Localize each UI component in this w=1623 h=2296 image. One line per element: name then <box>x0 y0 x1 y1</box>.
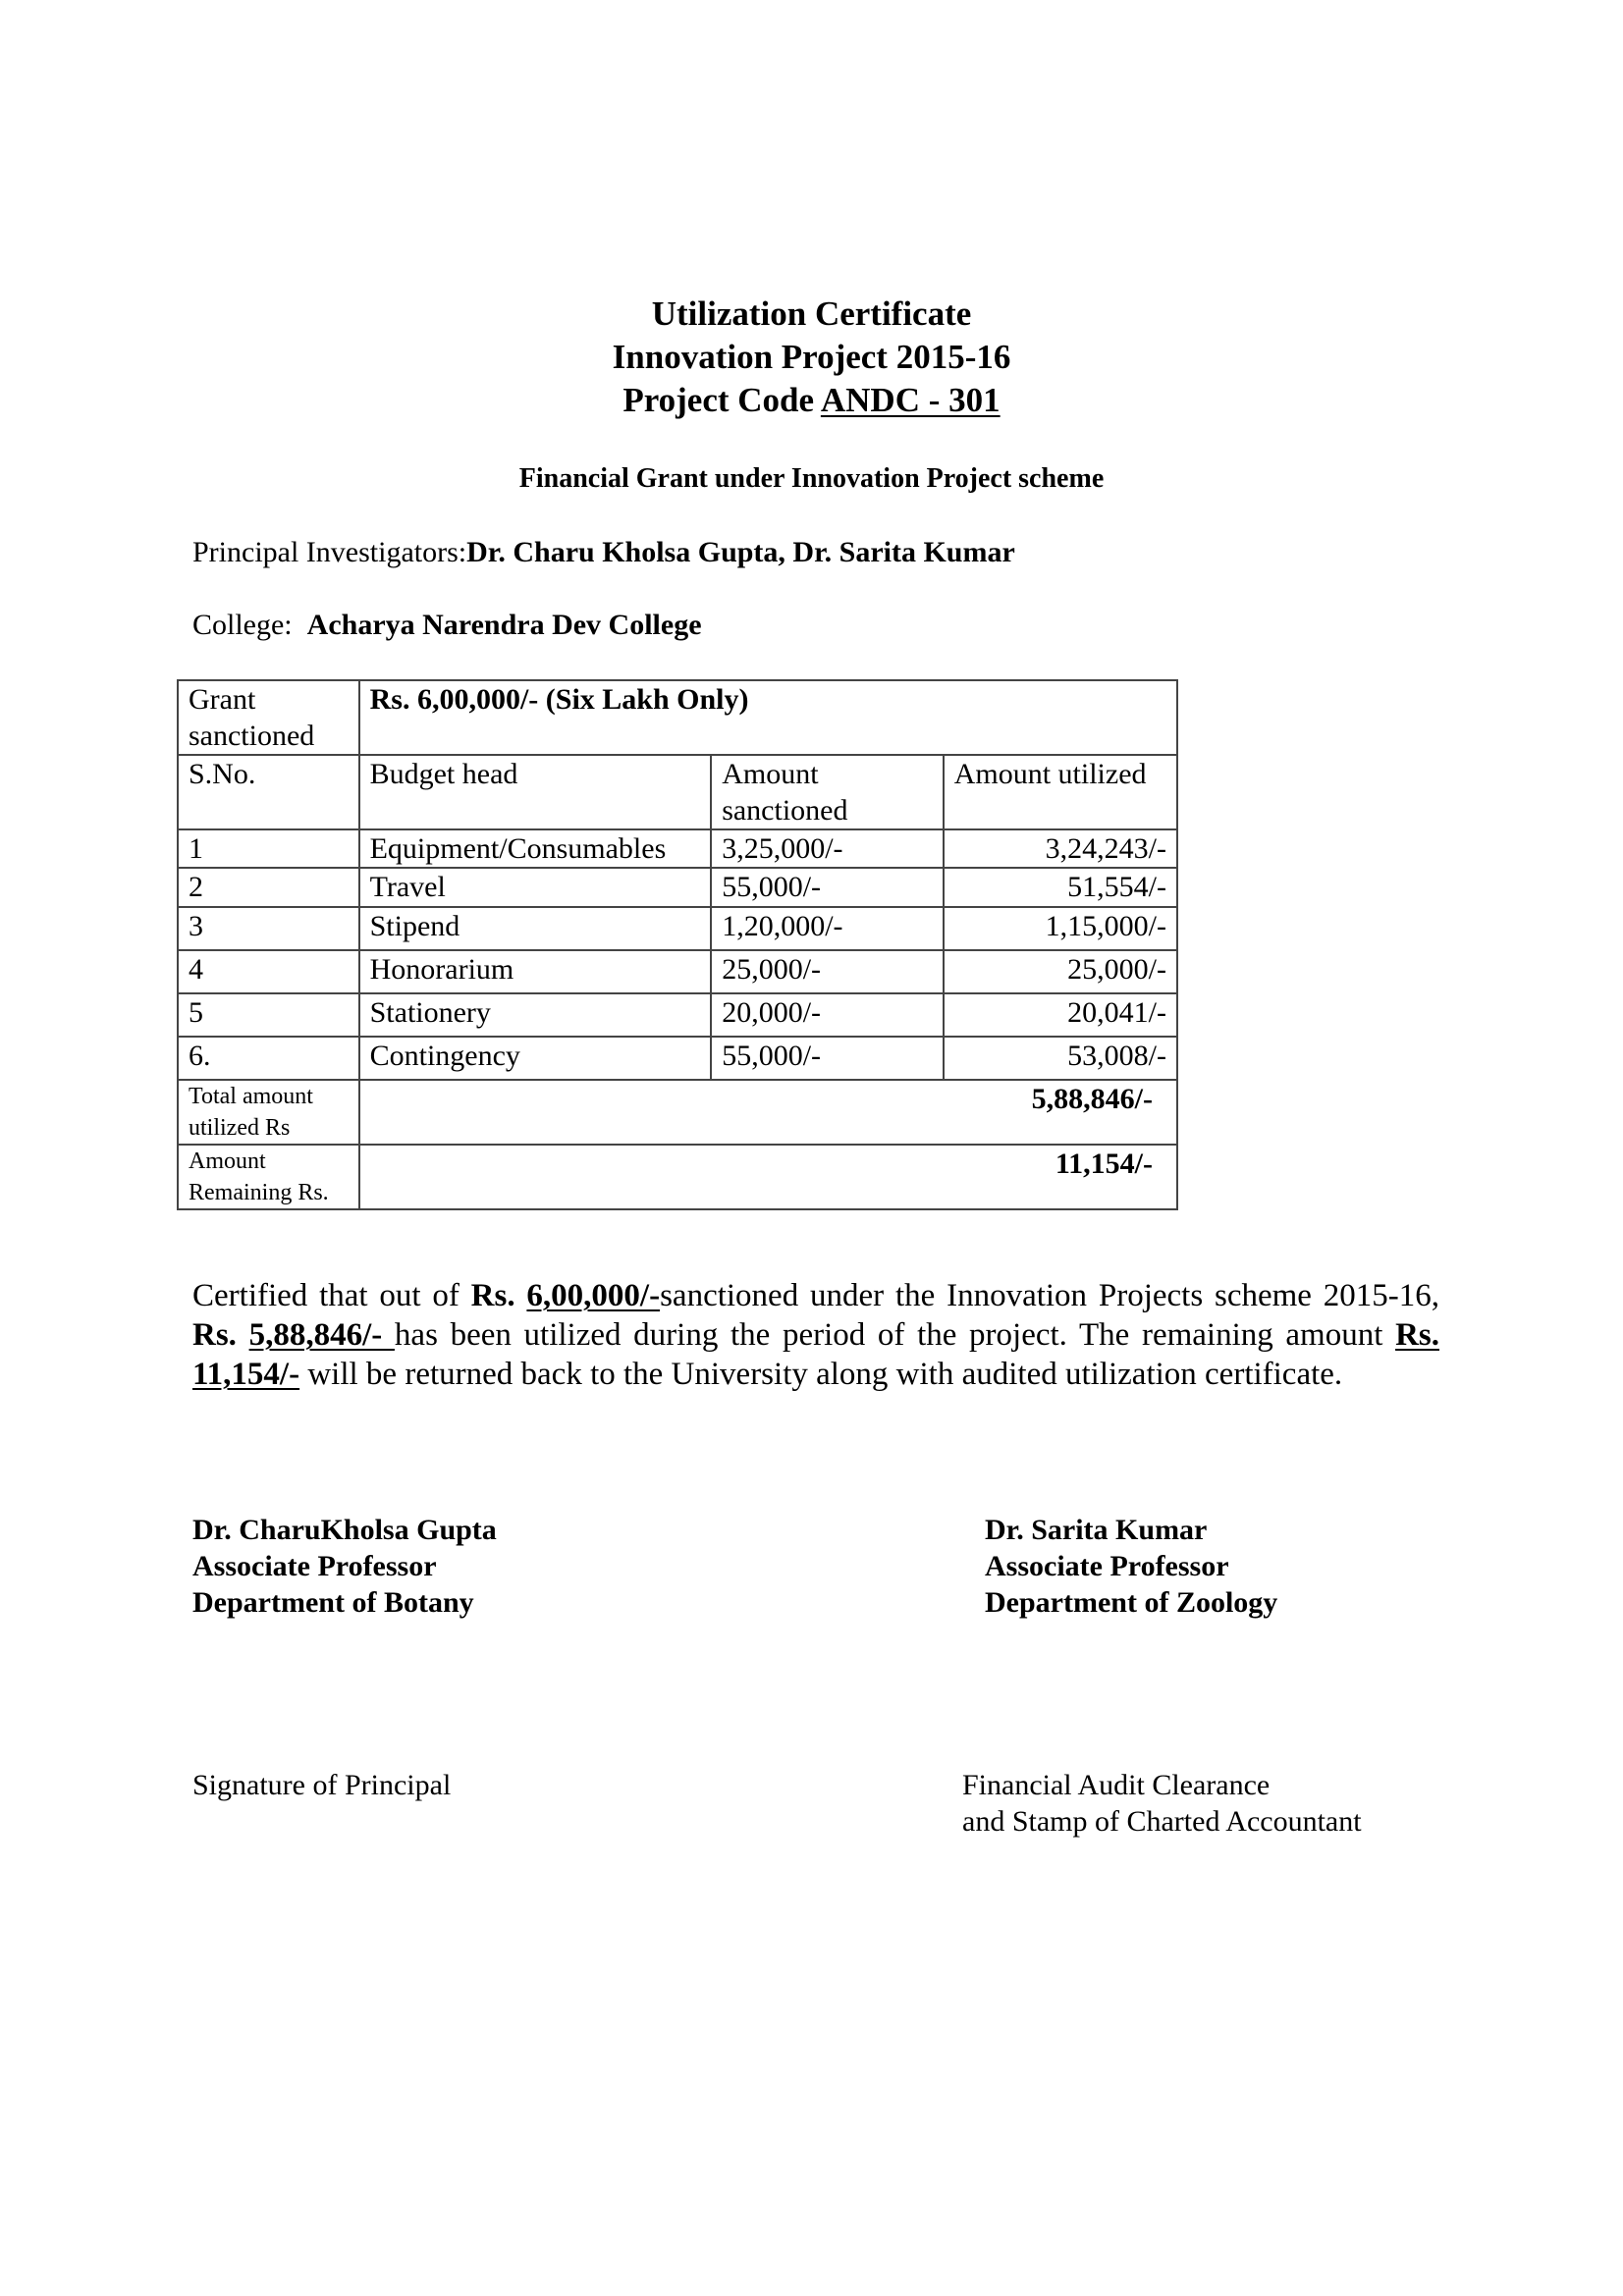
row-head: Stationery <box>359 993 712 1037</box>
principal-signature-label: Signature of Principal <box>192 1769 452 1801</box>
cert-text: sanctioned under the Innovation Projects scheme 2015-16, <box>660 1278 1439 1313</box>
remaining-value: 11,154/- <box>359 1145 1177 1209</box>
signatory-department: Department of Botany <box>192 1586 474 1619</box>
header-amount-sanctioned: Amount sanctioned <box>711 755 944 829</box>
row-utilized: 20,041/- <box>944 993 1177 1037</box>
college-label: College: <box>192 609 293 641</box>
header-budget-head: Budget head <box>359 755 712 829</box>
certification-paragraph <box>192 1276 1439 1394</box>
row-head: Equipment/Consumables <box>359 829 712 868</box>
signatory-designation: Associate Professor <box>985 1550 1229 1582</box>
total-value: 5,88,846/- <box>359 1080 1177 1145</box>
row-utilized: 25,000/- <box>944 950 1177 993</box>
total-label: Total amount utilized Rs <box>178 1080 359 1145</box>
row-head: Honorarium <box>359 950 712 993</box>
table-row <box>178 1037 1177 1080</box>
row-sanctioned: 3,25,000/- <box>711 829 944 868</box>
cert-text: has been utilized during the period of the project. The remaining amount <box>394 1317 1396 1353</box>
cert-rs: Rs. <box>470 1278 527 1313</box>
project-code-prefix: Project Code <box>622 381 821 419</box>
cert-text: will be returned back to the University along with audited utilization certificate. <box>299 1357 1343 1392</box>
row-sanctioned: 25,000/- <box>711 950 944 993</box>
cert-remaining-amount: Rs. 11,154/- <box>192 1317 1439 1392</box>
signatory-name: Dr. Sarita Kumar <box>985 1514 1208 1546</box>
row-head: Travel <box>359 868 712 907</box>
row-sno: 3 <box>178 907 359 950</box>
row-utilized: 51,554/- <box>944 868 1177 907</box>
remaining-label: Amount Remaining Rs. <box>178 1145 359 1209</box>
table-row <box>178 907 1177 950</box>
signatory-designation: Associate Professor <box>192 1550 437 1582</box>
signatory-left <box>192 1512 497 1621</box>
audit-line2: and Stamp of Charted Accountant <box>962 1805 1362 1838</box>
cert-sanctioned-amount: 6,00,000/- <box>526 1278 661 1313</box>
project-year-heading: Innovation Project 2015-16 <box>612 338 1011 376</box>
audit-clearance <box>962 1767 1362 1840</box>
row-sno: 4 <box>178 950 359 993</box>
header-row <box>178 755 1177 829</box>
grant-table <box>177 679 1178 1210</box>
grant-label: Grant sanctioned <box>178 680 359 755</box>
row-head: Stipend <box>359 907 712 950</box>
project-code: ANDC - 301 <box>820 381 1001 419</box>
total-row <box>178 1080 1177 1145</box>
header-sno: S.No. <box>178 755 359 829</box>
signatory-name: Dr. CharuKholsa Gupta <box>192 1514 497 1546</box>
row-sno: 1 <box>178 829 359 868</box>
project-code-heading <box>0 379 1623 422</box>
cert-rs: Rs. <box>192 1317 249 1353</box>
row-utilized: 53,008/- <box>944 1037 1177 1080</box>
audit-line1: Financial Audit Clearance <box>962 1769 1271 1801</box>
row-head: Contingency <box>359 1037 712 1080</box>
row-sno: 2 <box>178 868 359 907</box>
row-utilized: 1,15,000/- <box>944 907 1177 950</box>
pi-label: Principal Investigators: <box>192 536 467 568</box>
grant-value: Rs. 6,00,000/- (Six Lakh Only) <box>359 680 1177 755</box>
table-row <box>178 868 1177 907</box>
cert-utilized-amount: 5,88,846/- <box>248 1317 395 1353</box>
header-amount-utilized: Amount utilized <box>944 755 1177 829</box>
row-sanctioned: 1,20,000/- <box>711 907 944 950</box>
principal-investigators <box>192 536 1015 569</box>
row-sno: 6. <box>178 1037 359 1080</box>
signatory-department: Department of Zoology <box>985 1586 1278 1619</box>
college-value: Acharya Narendra Dev College <box>306 609 702 641</box>
grant-row <box>178 680 1177 755</box>
table-row <box>178 950 1177 993</box>
signatory-right <box>985 1512 1277 1621</box>
document-title: Utilization Certificate <box>651 294 972 333</box>
table-row <box>178 993 1177 1037</box>
cert-text: Certified that out of <box>192 1278 471 1313</box>
row-sanctioned: 55,000/- <box>711 868 944 907</box>
college <box>192 609 702 642</box>
row-sno: 5 <box>178 993 359 1037</box>
remaining-row <box>178 1145 1177 1209</box>
subtitle: Financial Grant under Innovation Project scheme <box>518 463 1105 494</box>
row-sanctioned: 55,000/- <box>711 1037 944 1080</box>
table-row <box>178 829 1177 868</box>
row-sanctioned: 20,000/- <box>711 993 944 1037</box>
row-utilized: 3,24,243/- <box>944 829 1177 868</box>
pi-value: Dr. Charu Kholsa Gupta, Dr. Sarita Kumar <box>466 536 1015 568</box>
